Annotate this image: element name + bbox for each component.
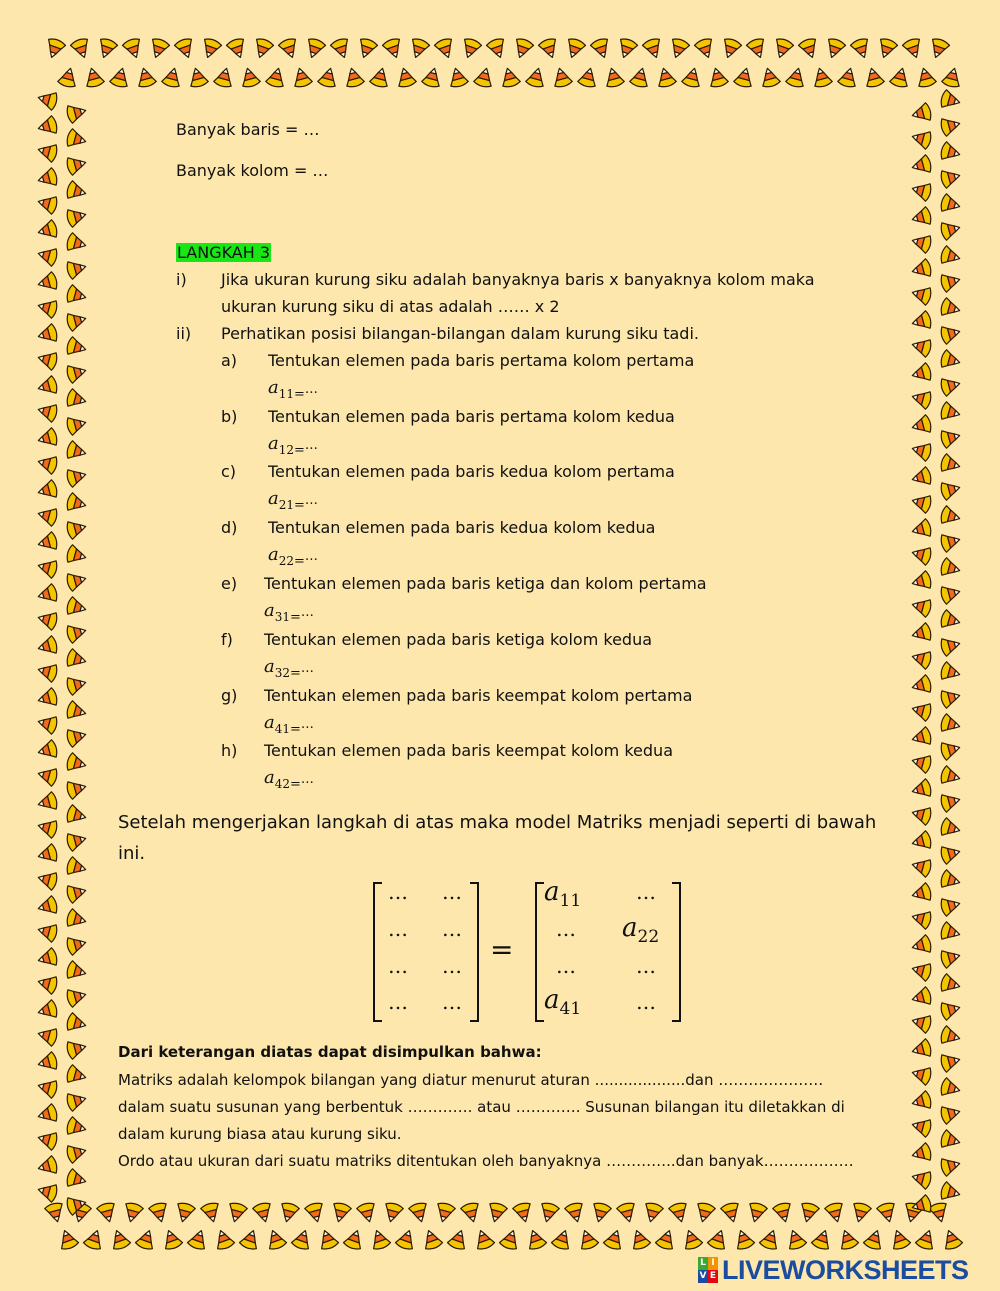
left-matrix-cell-2-1: … <box>388 917 408 941</box>
conclusion-line3: dalam kurung biasa atau kurung siku. <box>118 1125 402 1143</box>
subitem-answer-element[interactable]: $a_{32=}\dots$ <box>264 656 314 681</box>
right-matrix-cell-4-2: … <box>636 990 656 1014</box>
item-ii-text: Perhatikan posisi bilangan-bilangan dalam kurung siku tadi. <box>221 324 699 343</box>
subitem-letter: g) <box>221 686 238 705</box>
left-matrix-cell-4-2: … <box>442 990 462 1014</box>
right-matrix-a41: $a_{41}$ <box>544 985 582 1020</box>
subitem-letter: h) <box>221 741 238 760</box>
item-i-text-line2: ukuran kurung siku di atas adalah …… x 2 <box>221 297 560 316</box>
right-matrix-a11: $a_{11}$ <box>544 877 582 912</box>
item-i-text-line1: Jika ukuran kurung siku adalah banyaknya baris x banyaknya kolom maka <box>221 270 815 289</box>
equals-sign: = <box>490 933 514 966</box>
subitem-letter: b) <box>221 407 238 426</box>
right-matrix-cell-3-1: … <box>556 954 576 978</box>
cols-count-label: Banyak kolom = … <box>176 161 329 180</box>
rows-count-label: Banyak baris = … <box>176 120 320 139</box>
left-matrix-cell-4-1: … <box>388 990 408 1014</box>
right-matrix-a22: $a_{22}$ <box>622 913 660 948</box>
after-steps-line2: ini. <box>118 843 146 864</box>
after-steps-line1: Setelah mengerjakan langkah di atas maka model Matriks menjadi seperti di bawah <box>118 812 877 833</box>
subitem-answer-element[interactable]: $a_{31=}\dots$ <box>264 600 314 625</box>
subitem-answer-element[interactable]: $a_{11=}\dots$ <box>268 377 318 402</box>
conclusion-line2: dalam suatu susunan yang berbentuk …………. atau …………. Susunan bilangan itu diletakkan di <box>118 1098 845 1116</box>
subitem-letter: a) <box>221 351 238 370</box>
subitem-answer-element[interactable]: $a_{42=}\dots$ <box>264 767 314 792</box>
right-matrix-cell-2-1: … <box>556 917 576 941</box>
step3-title: LANGKAH 3 <box>177 243 271 262</box>
item-ii-number: ii) <box>176 324 192 343</box>
subitem-letter: d) <box>221 518 238 537</box>
subitem-letter: c) <box>221 462 237 481</box>
subitem-question: Tentukan elemen pada baris keempat kolom pertama <box>264 686 693 705</box>
subitem-answer-element[interactable]: $a_{12=}\dots$ <box>268 433 318 458</box>
live-icon: L I V E <box>699 1258 717 1281</box>
left-matrix-cell-1-1: … <box>388 880 408 904</box>
conclusion-line4: Ordo atau ukuran dari suatu matriks ditentukan oleh banyaknya …………..dan banyak……………… <box>118 1152 854 1170</box>
logo-text: LIVEWORKSHEETS <box>722 1254 969 1285</box>
left-matrix-cell-3-1: … <box>388 954 408 978</box>
right-matrix-cell-3-2: … <box>636 954 656 978</box>
subitem-letter: e) <box>221 574 238 593</box>
matrix-equation <box>370 877 690 1027</box>
subitem-answer-element[interactable]: $a_{21=}\dots$ <box>268 488 318 513</box>
subitem-question: Tentukan elemen pada baris ketiga dan kolom pertama <box>264 574 707 593</box>
subitem-question: Tentukan elemen pada baris kedua kolom kedua <box>268 518 656 537</box>
subitem-question: Tentukan elemen pada baris pertama kolom kedua <box>268 407 675 426</box>
subitem-question: Tentukan elemen pada baris pertama kolom pertama <box>268 351 695 370</box>
conclusion-heading: Dari keterangan diatas dapat disimpulkan bahwa: <box>118 1043 542 1061</box>
left-matrix-cell-3-2: … <box>442 954 462 978</box>
subitem-question: Tentukan elemen pada baris ketiga kolom kedua <box>264 630 653 649</box>
left-matrix-cell-1-2: … <box>442 880 462 904</box>
subitem-question: Tentukan elemen pada baris kedua kolom pertama <box>268 462 675 481</box>
left-matrix-cell-2-2: … <box>442 917 462 941</box>
item-i-number: i) <box>176 270 187 289</box>
subitem-letter: f) <box>221 630 233 649</box>
subitem-answer-element[interactable]: $a_{41=}\dots$ <box>264 712 314 737</box>
right-matrix-cell-1-2: … <box>636 880 656 904</box>
liveworksheets-logo[interactable] <box>698 1255 969 1285</box>
subitem-answer-element[interactable]: $a_{22=}\dots$ <box>268 544 318 569</box>
subitem-question: Tentukan elemen pada baris keempat kolom kedua <box>264 741 673 760</box>
conclusion-line1: Matriks adalah kelompok bilangan yang diatur menurut aturan ...................dan ………………… <box>118 1071 824 1089</box>
